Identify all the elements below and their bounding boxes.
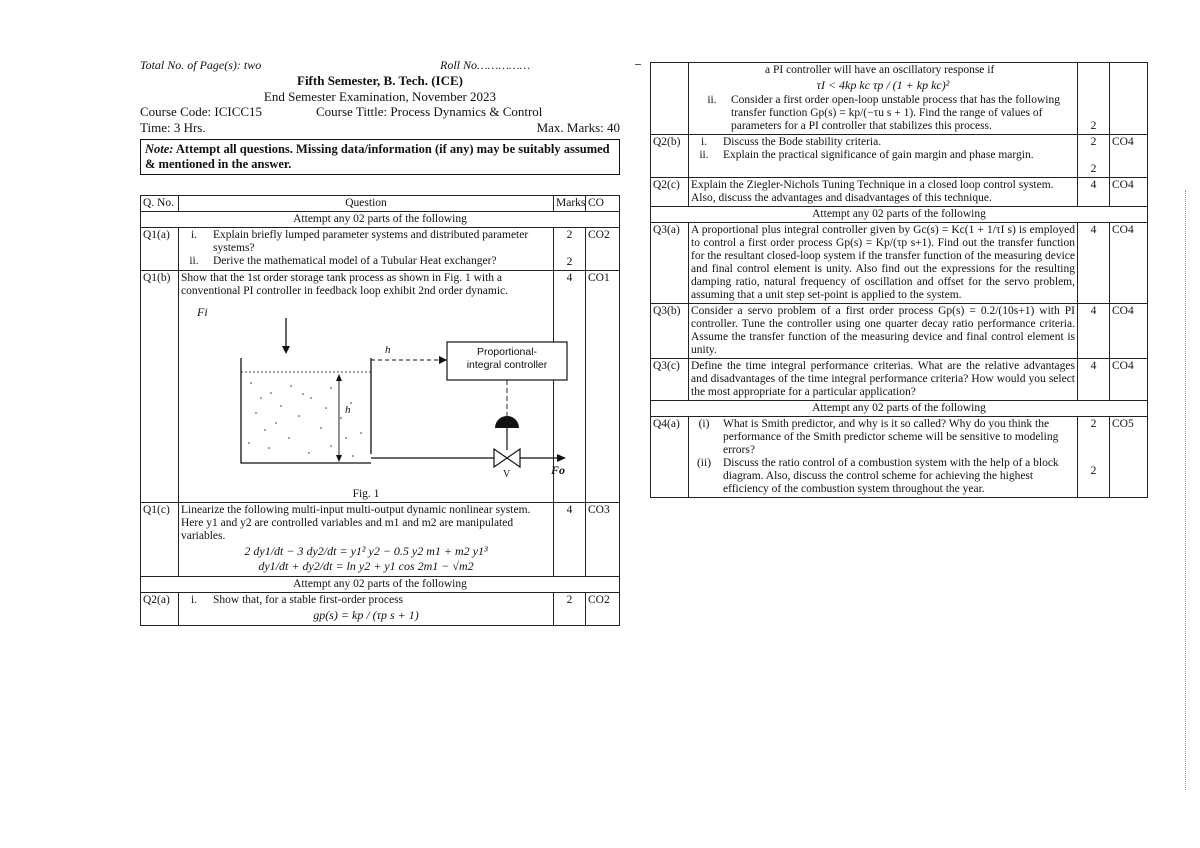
left-question-table <box>140 195 620 626</box>
q3b-marks: 4 <box>1078 304 1110 359</box>
outflow-arrow <box>557 454 566 462</box>
q2c-co: CO4 <box>1110 178 1148 207</box>
semester-title: Fifth Semester, B. Tech. (ICE) <box>297 73 463 88</box>
q1b-co: CO1 <box>586 271 620 503</box>
q3a-text: A proportional plus integral controller given by Gc(s) = Kc(1 + 1/τI s) is employed to control a first order process Gp(s) = Kp/(τp s+1). Find out the transfer function for the resultant closed-loop system if the transfer function of the measuring device and final control element is unity. Also find out the expressions for the resulting damping ratio, natural frequency of oscillation and offset for the servo problem, assuming that a unit step set-point is applied to the system. <box>689 223 1078 304</box>
q3b-text: Consider a servo problem of a first order process Gp(s) = 0.2/(10s+1) with PI controller. Tune the controller using one quarter decay ratio performance criteria. Assume the transfer function of the measuring device and final control element is unity. <box>689 304 1078 359</box>
q3c-marks: 4 <box>1078 359 1110 401</box>
q1b-row <box>141 271 620 503</box>
q1a-i-num: i. <box>190 229 198 241</box>
q4a-cell <box>689 417 1078 498</box>
q2b-row <box>651 135 1148 178</box>
right-column <box>650 62 1148 498</box>
time: Time: 3 Hrs. <box>140 120 206 135</box>
q2b-cell <box>689 135 1078 178</box>
header-co: CO <box>586 196 620 212</box>
q2a-marks-ii: 2 <box>1078 63 1110 135</box>
q3a-marks: 4 <box>1078 223 1110 304</box>
q2b-co: CO4 <box>1110 135 1148 178</box>
fig-label-h-signal: h <box>385 344 391 356</box>
q4a-row <box>651 417 1148 498</box>
note-box <box>140 139 620 175</box>
header-qno: Q. No. <box>141 196 179 212</box>
valve-actuator <box>495 416 519 428</box>
header-top-line <box>140 58 620 73</box>
q1a-i-text: Explain briefly lumped parameter systems and distributed parameter systems? <box>213 229 529 254</box>
q2a-co: CO2 <box>586 593 620 626</box>
controller-label-line2: integral controller <box>466 359 548 371</box>
q4a-ii-num: (ii) <box>696 457 712 469</box>
q2b-ii-text: Explain the practical significance of gain margin and phase margin. <box>723 149 1034 161</box>
q2a-ii-text: Consider a first order open-loop unstable process that has the following transfer function Gp(s) = kp/(−τu s + 1). Find the range of values of parameters for a PI controller that stabilizes this process. <box>731 94 1060 132</box>
q3a-co: CO4 <box>1110 223 1148 304</box>
header-marks: Marks <box>554 196 586 212</box>
q2a-i-num: i. <box>190 594 198 606</box>
q1b-marks: 4 <box>554 271 586 503</box>
q2a-cell-part2 <box>689 63 1078 135</box>
q1a-text <box>179 228 554 271</box>
course-title: Course Tittle: Process Dynamics & Control <box>316 104 543 119</box>
q4a-marks-i: 2 <box>1090 418 1097 430</box>
q2b-ii-num: ii. <box>699 149 709 161</box>
q3b-id: Q3(b) <box>651 304 689 359</box>
q2b-i-text: Discuss the Bode stability criteria. <box>723 136 882 148</box>
q1c-co: CO3 <box>586 503 620 577</box>
section-row-4 <box>651 401 1148 417</box>
q2a-i-cond: τI < 4kp kc τp / (1 + kp kc)² <box>816 78 950 92</box>
section-instruction: Attempt any 02 parts of the following <box>651 401 1148 417</box>
inflow-arrow <box>282 346 290 354</box>
q2a-row-part1 <box>141 593 620 626</box>
tank-wall <box>241 358 371 463</box>
controller-label-line1: Proportional- <box>476 346 538 358</box>
q2a-i-cont: a PI controller will have an oscillatory response if <box>765 64 995 76</box>
q4a-marks <box>1078 417 1110 498</box>
q1c-eq2: dy1/dt + dy2/dt = ln y2 + y1 cos 2m1 − √m2 <box>258 559 474 573</box>
q1a-marks-i: 2 <box>566 229 573 241</box>
section-instruction: Attempt any 02 parts of the following <box>651 207 1148 223</box>
q1b-cell <box>179 271 566 503</box>
fig-label-v: V <box>503 469 511 480</box>
section-row-1 <box>141 212 620 228</box>
fig-label-fo: Fo <box>551 463 566 477</box>
fig-1-diagram <box>181 298 566 488</box>
q2a-ii-num: ii. <box>707 94 717 106</box>
valve-body-right <box>507 449 520 467</box>
q1a-row <box>141 228 620 271</box>
q1c-cell <box>179 503 554 577</box>
q2b-i-num: i. <box>700 136 708 148</box>
section-instruction: Attempt any 02 parts of the following <box>141 212 620 228</box>
note-text: Attempt all questions. Missing data/information (if any) may be suitably assumed & mentioned in the answer. <box>145 142 610 171</box>
exam-title: End Semester Examination, November 2023 <box>263 89 497 104</box>
q1a-co: CO2 <box>586 228 620 271</box>
valve-body-left <box>494 449 507 467</box>
q1c-row <box>141 503 620 577</box>
section-instruction: Attempt any 02 parts of the following <box>141 577 620 593</box>
q3a-row <box>651 223 1148 304</box>
q4a-ii-text: Discuss the ratio control of a combustion system with the help of a block diagram. Also, discuss the control scheme for achieving the highest efficiency of the combustion system throughout the year. <box>723 457 1059 495</box>
right-question-table <box>650 62 1148 498</box>
fig-label-fi: Fi <box>197 305 208 319</box>
q3b-co: CO4 <box>1110 304 1148 359</box>
q1b-text: Show that the 1st order storage tank process as shown in Fig. 1 with a conventional PI controller in feedback loop exhibit 2nd order dynamic. <box>181 272 509 297</box>
total-pages: Total No. of Page(s): two <box>140 58 262 72</box>
q1b-id: Q1(b) <box>141 271 179 503</box>
storage-tank-diagram <box>181 298 571 488</box>
q3c-co: CO4 <box>1110 359 1148 401</box>
q2a-row-part2 <box>651 63 1148 135</box>
q4a-id: Q4(a) <box>651 417 689 498</box>
header-question: Question <box>179 196 554 212</box>
q3b-row <box>651 304 1148 359</box>
column-separator-mark <box>635 64 641 65</box>
q1a-marks <box>554 228 586 271</box>
q3a-id: Q3(a) <box>651 223 689 304</box>
q4a-i-num: (i) <box>698 418 710 430</box>
max-marks: Max. Marks: 40 <box>536 120 620 135</box>
q4a-co: CO5 <box>1110 417 1148 498</box>
q1c-id: Q1(c) <box>141 503 179 577</box>
q2b-marks-ii: 2 <box>1090 163 1097 175</box>
q1a-ii-text: Derive the mathematical model of a Tubular Heat exchanger? <box>213 255 497 267</box>
q2c-id: Q2(c) <box>651 178 689 207</box>
q3c-row <box>651 359 1148 401</box>
table-header-row <box>141 196 620 212</box>
q2a-id: Q2(a) <box>141 593 179 626</box>
q1c-eq1: 2 dy1/dt − 3 dy2/dt = y1² y2 − 0.5 y2 m1 + m2 y1³ <box>244 544 488 558</box>
fig-label-h-level: h <box>345 404 351 416</box>
fig-caption: Fig. 1 <box>352 488 380 500</box>
scan-edge-marks <box>1185 190 1190 790</box>
q1a-id: Q1(a) <box>141 228 179 271</box>
q2b-marks-i: 2 <box>1090 136 1097 148</box>
q2c-text: Explain the Ziegler-Nichols Tuning Technique in a closed loop control system. Also, discuss the advantages and disadvantages of this technique. <box>689 178 1078 207</box>
q3c-id: Q3(c) <box>651 359 689 401</box>
course-code: Course Code: ICICC15 <box>140 104 263 119</box>
q2a-i-eq: gp(s) = kp / (τp s + 1) <box>313 608 419 622</box>
liquid-dots <box>248 382 362 457</box>
q2a-cell-part1 <box>179 593 554 626</box>
q2b-id: Q2(b) <box>651 135 689 178</box>
q2c-marks: 4 <box>1078 178 1110 207</box>
q1a-marks-ii: 2 <box>566 256 573 268</box>
q1c-text: Linearize the following multi-input multi-output dynamic nonlinear system. Here y1 and y2 are controlled variables and m1 and m2 are manipulated variables. <box>181 504 531 542</box>
controller-label <box>447 346 567 372</box>
q2c-row <box>651 178 1148 207</box>
q4a-marks-ii: 2 <box>1090 465 1097 477</box>
left-column <box>140 58 620 626</box>
time-line <box>140 121 620 137</box>
section-row-2 <box>141 577 620 593</box>
q1c-marks: 4 <box>554 503 586 577</box>
course-line <box>140 105 620 121</box>
q3c-text: Define the time integral performance criterias. What are the relative advantages and disadvantages of the time integral performance criteria? How would you select the most appropriate for a particular application? <box>689 359 1078 401</box>
section-row-3 <box>651 207 1148 223</box>
q1a-ii-num: ii. <box>189 255 199 267</box>
q2a-marks-i: 2 <box>554 593 586 626</box>
roll-no: Roll No…………… <box>440 58 531 72</box>
q2b-marks <box>1078 135 1110 178</box>
q4a-i-text: What is Smith predictor, and why is it so called? Why do you think the performance of the Smith predictor scheme will be sensitive to modeling errors? <box>723 418 1059 456</box>
q2a-i-text: Show that, for a stable first-order process <box>213 594 404 606</box>
note-label: Note: <box>145 142 174 156</box>
